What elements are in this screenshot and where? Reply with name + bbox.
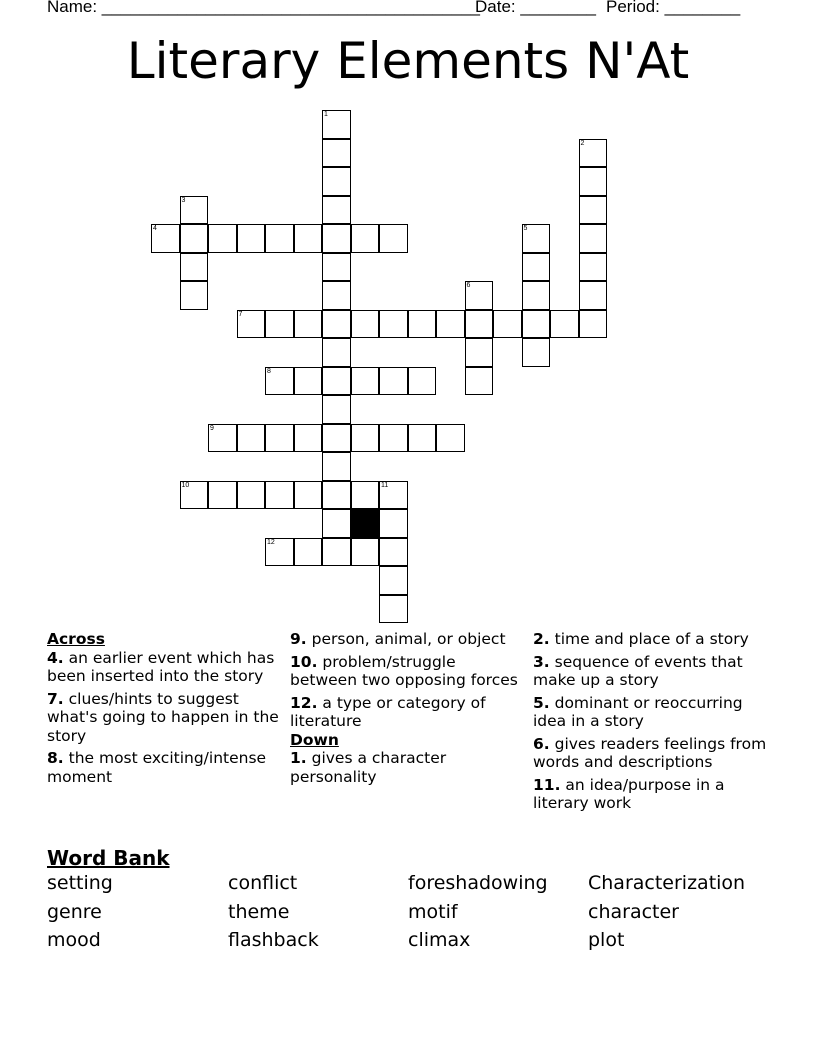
across-heading: Across — [47, 630, 105, 648]
clue-number: 5. — [533, 693, 550, 712]
grid-cell[interactable] — [579, 224, 608, 253]
word-bank-item: Characterization — [588, 872, 746, 894]
clue-number: 7. — [47, 689, 64, 708]
grid-cell[interactable] — [265, 481, 294, 510]
word-bank-item: plot — [588, 929, 625, 951]
grid-cell[interactable] — [265, 367, 294, 396]
grid-cell[interactable] — [465, 310, 494, 339]
grid-cell[interactable] — [322, 281, 351, 310]
clue-text: gives a character personality — [290, 749, 447, 786]
grid-cell[interactable] — [379, 224, 408, 253]
grid-cell[interactable] — [322, 253, 351, 282]
grid-cell[interactable] — [493, 310, 522, 339]
grid-cell[interactable] — [208, 481, 237, 510]
grid-cell[interactable] — [265, 310, 294, 339]
grid-cell[interactable] — [379, 310, 408, 339]
clue-across-7 — [47, 690, 283, 746]
grid-cell[interactable] — [522, 224, 551, 253]
grid-cell[interactable] — [522, 253, 551, 282]
clue-text: dominant or reoccurring idea in a story — [533, 693, 743, 730]
grid-cell[interactable] — [180, 224, 209, 253]
word-bank-title: Word Bank — [47, 846, 170, 870]
grid-cell[interactable] — [379, 509, 408, 538]
grid-cell[interactable] — [351, 367, 380, 396]
word-bank-item: foreshadowing — [408, 872, 548, 894]
clue-number-label: 12 — [267, 538, 275, 546]
clue-text: an idea/purpose in a literary work — [533, 775, 725, 812]
grid-cell[interactable] — [579, 139, 608, 168]
grid-cell[interactable] — [579, 167, 608, 196]
clue-down-11 — [533, 776, 778, 813]
word-bank-item: setting — [47, 872, 113, 894]
grid-cell[interactable] — [322, 310, 351, 339]
clue-number: 4. — [47, 648, 64, 667]
grid-cell[interactable] — [579, 310, 608, 339]
grid-cell[interactable] — [322, 110, 351, 139]
clue-text: the most exciting/intense moment — [47, 749, 267, 786]
clue-across-4 — [47, 649, 283, 686]
clue-text: sequence of events that make up a story — [533, 652, 743, 689]
grid-cell[interactable] — [322, 338, 351, 367]
grid-cell[interactable] — [379, 481, 408, 510]
down-heading: Down — [290, 730, 339, 749]
grid-cell[interactable] — [379, 367, 408, 396]
clue-down-3 — [533, 653, 778, 690]
clue-across-12 — [290, 694, 526, 731]
grid-cell[interactable] — [579, 196, 608, 225]
clue-number: 12. — [290, 693, 318, 712]
grid-cell[interactable] — [180, 253, 209, 282]
clue-number-label: 5 — [523, 225, 528, 232]
period-field[interactable]: Period: ________ — [606, 0, 741, 16]
grid-cell[interactable] — [379, 538, 408, 567]
grid-cell[interactable] — [265, 424, 294, 453]
clue-number: 2. — [533, 630, 550, 648]
clues-column-1 — [47, 630, 283, 790]
name-field[interactable]: Name: ________________________________________ — [47, 0, 480, 16]
page-title: Literary Elements N'At — [126, 32, 690, 90]
word-bank-item: theme — [228, 901, 290, 923]
grid-cell[interactable] — [351, 424, 380, 453]
clue-across-10 — [290, 653, 526, 690]
grid-cell[interactable] — [351, 481, 380, 510]
grid-cell[interactable] — [237, 424, 266, 453]
grid-cell[interactable] — [208, 424, 237, 453]
clue-down-6 — [533, 735, 778, 772]
grid-cell[interactable] — [379, 424, 408, 453]
grid-cell[interactable] — [379, 595, 408, 624]
grid-cell[interactable] — [322, 424, 351, 453]
clue-down-1 — [290, 749, 526, 786]
grid-cell[interactable] — [522, 310, 551, 339]
clue-across-9 — [290, 630, 526, 649]
grid-cell[interactable] — [180, 196, 209, 225]
grid-cell[interactable] — [522, 338, 551, 367]
word-bank-item: climax — [408, 929, 471, 951]
grid-cell[interactable] — [408, 310, 437, 339]
word-bank-item: character — [588, 901, 679, 923]
grid-cell[interactable] — [351, 310, 380, 339]
clues-column-2 — [290, 630, 526, 790]
grid-cell[interactable] — [322, 224, 351, 253]
clue-number-label: 7 — [238, 310, 243, 318]
clue-down-5 — [533, 694, 778, 731]
clue-number: 1. — [290, 749, 307, 767]
clue-number-label: 1 — [324, 111, 328, 118]
grid-cell[interactable] — [408, 367, 437, 396]
word-bank-item: flashback — [228, 929, 319, 951]
clue-number: 8. — [47, 749, 64, 767]
grid-cell[interactable] — [294, 310, 323, 339]
clue-number-label: 2 — [580, 139, 585, 147]
clue-text: a type or category of literature — [290, 693, 486, 730]
grid-cell[interactable] — [294, 424, 323, 453]
grid-cell[interactable] — [237, 481, 266, 510]
grid-cell[interactable] — [180, 481, 209, 510]
grid-cell[interactable] — [237, 224, 266, 253]
grid-cell[interactable] — [465, 338, 494, 367]
clue-text: clues/hints to suggest what's going to happen in the story — [47, 689, 279, 745]
grid-cell[interactable] — [436, 310, 465, 339]
grid-cell[interactable] — [408, 424, 437, 453]
grid-cell[interactable] — [294, 224, 323, 253]
clue-number: 10. — [290, 652, 318, 671]
word-bank-item: motif — [408, 901, 458, 923]
grid-cell[interactable] — [237, 310, 266, 339]
grid-cell[interactable] — [151, 224, 180, 253]
grid-cell[interactable] — [265, 538, 294, 567]
clue-text: person, animal, or object — [306, 630, 506, 648]
clue-number-label: 8 — [267, 367, 271, 375]
clue-number: 3. — [533, 652, 550, 671]
word-bank-item: genre — [47, 901, 102, 923]
clue-down-2 — [533, 630, 778, 649]
grid-cell[interactable] — [322, 481, 351, 510]
clue-number: 6. — [533, 734, 550, 753]
black-cell — [351, 509, 380, 538]
clue-number-label: 3 — [181, 196, 186, 204]
clue-text: gives readers feelings from words and descriptions — [533, 734, 767, 771]
clue-number: 11. — [533, 775, 561, 794]
grid-cell[interactable] — [351, 224, 380, 253]
grid-cell[interactable] — [322, 538, 351, 567]
grid-cell[interactable] — [294, 481, 323, 510]
grid-cell[interactable] — [180, 281, 209, 310]
grid-cell[interactable] — [465, 281, 494, 310]
grid-cell[interactable] — [579, 253, 608, 282]
grid-cell[interactable] — [322, 167, 351, 196]
clue-number-label: 6 — [466, 282, 471, 289]
grid-cell[interactable] — [322, 395, 351, 424]
clue-number-label: 4 — [153, 225, 157, 232]
grid-cell[interactable] — [465, 367, 494, 396]
grid-cell[interactable] — [522, 281, 551, 310]
clue-number-label: 11 — [381, 481, 389, 489]
clue-text: an earlier event which has been inserted into the story — [47, 648, 275, 685]
grid-cell[interactable] — [379, 566, 408, 595]
grid-cell[interactable] — [550, 310, 579, 339]
grid-cell[interactable] — [322, 367, 351, 396]
grid-cell[interactable] — [322, 509, 351, 538]
word-bank-item: conflict — [228, 872, 298, 894]
grid-cell[interactable] — [579, 281, 608, 310]
clue-number-label: 9 — [210, 424, 214, 432]
grid-cell[interactable] — [436, 424, 465, 453]
clue-text: problem/struggle between two opposing forces — [290, 652, 518, 689]
grid-cell[interactable] — [265, 224, 294, 253]
clue-across-8 — [47, 749, 283, 786]
grid-cell[interactable] — [294, 538, 323, 567]
grid-cell[interactable] — [351, 538, 380, 567]
clue-number: 9. — [290, 630, 307, 648]
grid-cell[interactable] — [322, 452, 351, 481]
grid-cell[interactable] — [208, 224, 237, 253]
word-bank-item: mood — [47, 929, 101, 951]
grid-cell[interactable] — [322, 196, 351, 225]
grid-cell[interactable] — [322, 139, 351, 168]
date-field[interactable]: Date: ________ — [475, 0, 596, 16]
clues-column-3 — [533, 630, 778, 817]
clue-number-label: 10 — [181, 481, 190, 489]
clue-text: time and place of a story — [549, 630, 749, 648]
grid-cell[interactable] — [294, 367, 323, 396]
